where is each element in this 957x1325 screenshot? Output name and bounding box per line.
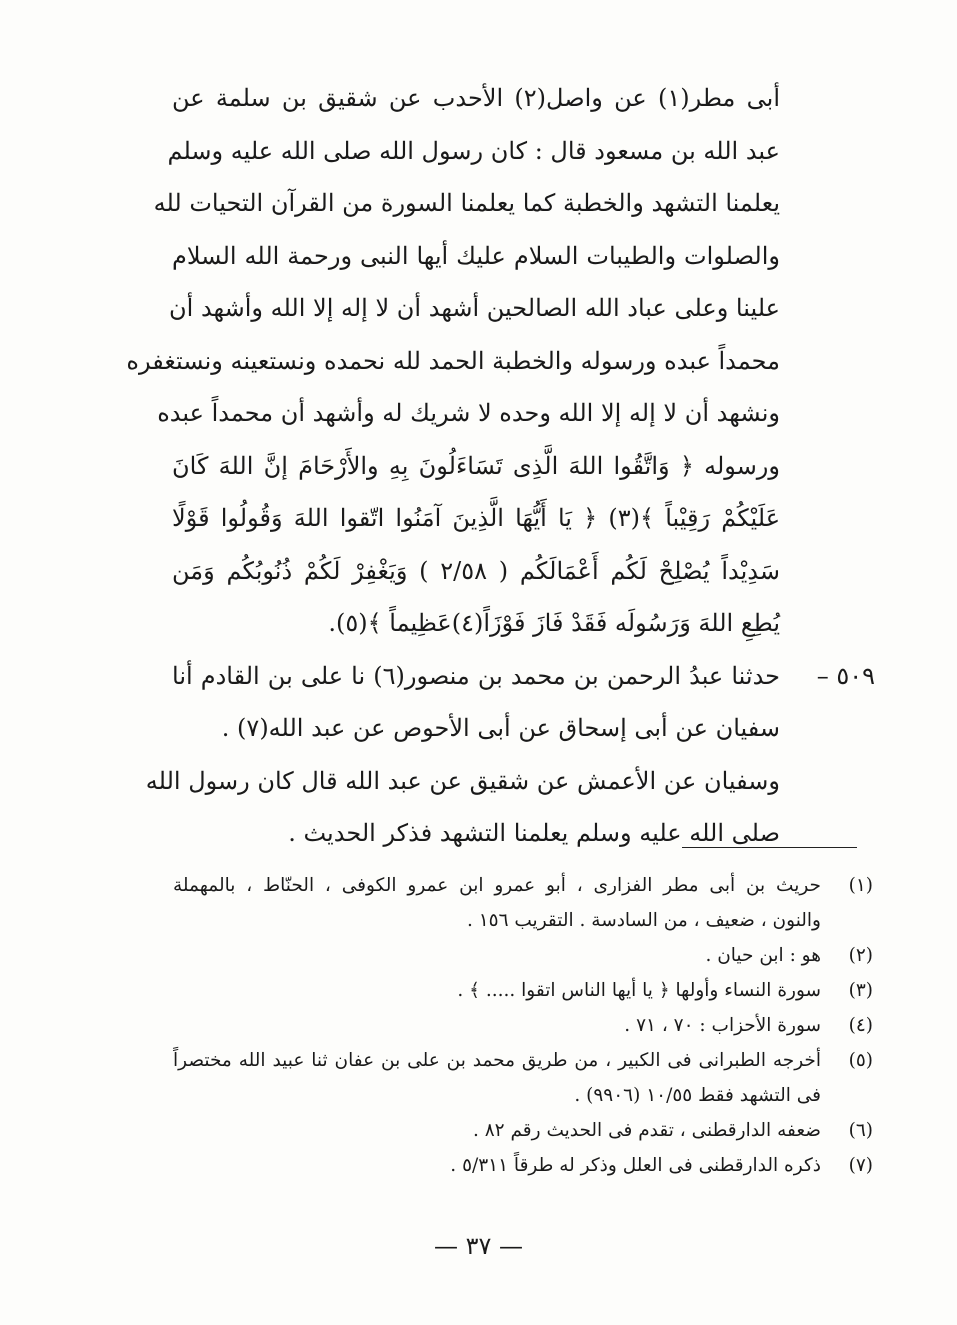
footnotes (173, 868, 873, 1183)
footnote-number: (٢) (848, 945, 873, 966)
footnote (173, 868, 873, 938)
hadith-number: ٥٠٩ – (816, 661, 875, 690)
main-line: ونشهد أن لا إله إلا الله وحده لا شريك له وأشهد أن محمداً عبده (157, 399, 780, 427)
footnote (173, 1043, 873, 1113)
footnote (173, 1113, 873, 1148)
hadith-line: وسفيان عن الأعمش عن شقيق عن عبد الله قال كان رسول الله (145, 766, 780, 795)
footnote-number: (٧) (848, 1155, 873, 1176)
main-line: محمداً عبده ورسوله والخطبة الحمد لله نحمده ونستعينه ونستغفره (126, 346, 780, 375)
main-line: والصلوات والطيبات السلام عليك أيها النبى ورحمة الله السلام (172, 241, 780, 270)
footnote-number: (٦) (848, 1120, 873, 1141)
footnote (173, 973, 873, 1008)
footnote-line: والنون ، ضعيف ، من السادسة . التقريب ١٥٦ . (466, 910, 821, 931)
footnote (173, 938, 873, 973)
footnote-line: ضعفه الدارقطنى ، تقدم فى الحديث رقم ٨٢ . (472, 1120, 821, 1141)
main-line: يُطِعِ اللهَ وَرَسُولَه فَقَدْ فَازَ فَوْزَاً(٤)عَظِيماً ﴾(٥). (328, 609, 780, 637)
footnote-line: أخرجه الطبرانى فى الكبير ، من طريق محمد بن على بن عفان ثنا عبيد الله مختصراً (173, 1050, 821, 1071)
hadith-first-line (172, 650, 875, 703)
page-number: — ٣٧ — (433, 1232, 524, 1260)
hadith-line: حدثنا عبدُ الرحمن بن محمد بن منصور(٦) نا على بن القادم أنا (172, 661, 781, 690)
main-line: ورسوله ﴿ وَاتَّقُوا اللهَ الَّذِى تَسَاءَلُونَ بِهِ والأَرْحَامَ إنَّ اللهَ كَانَ (172, 451, 780, 480)
main-line: عَلَيْكُمْ رَقِيْباً ﴾(٣) ﴿ يَا أَيُّهَا الَّذِينَ آمَنُوا اتّقوا اللهَ وَقُولُوا قَوْلًا (172, 504, 781, 532)
footnote-line: هو : ابن حيان . (705, 945, 821, 966)
footnote (173, 1008, 873, 1043)
footnote-line: ذكره الدارقطنى فى العلل وذكر له طرقاً ٥/٣١١ . (450, 1155, 821, 1176)
footnote-number: (١) (848, 875, 873, 896)
footnote-number: (٤) (848, 1015, 873, 1036)
main-line: عبد الله بن مسعود قال : كان رسول الله صلى الله عليه وسلم (167, 136, 780, 165)
footnote-separator (682, 847, 857, 848)
hadith-line: صلى الله عليه وسلم يعلمنا التشهد فذكر الحديث . (288, 819, 780, 847)
main-line: سَدِيْداً يُصْلِحْ لَكُم أَعْمَالَكُم ( ٢/٥٨ ) وَيَغْفِرْ لَكُمْ ذُنُوبُكُم وَمَن (172, 556, 780, 585)
footnote-line: حريث بن أبى مطر الفزارى ، أبو عمرو ابن عمرو الكوفى ، الحنّاط ، بالمهملة (173, 875, 821, 896)
footnote-line: سورة الأحزاب : ٧٠ ، ٧١ . (624, 1015, 821, 1036)
main-line: يعلمنا التشهد والخطبة كما يعلمنا السورة من القرآن التحيات لله (153, 189, 780, 217)
footnote-line: فى التشهد فقط ١٠/٥٥ (٩٩٠٦) . (574, 1085, 821, 1106)
footnote-number: (٥) (848, 1050, 873, 1071)
main-line: أبى مطر(١) عن واصل(٢) الأحدب عن شقيق بن سلمة عن (172, 84, 781, 112)
hadith-line: سفيان عن أبى إسحاق عن أبى الأحوص عن عبد الله(٧) . (221, 714, 780, 742)
footnote (173, 1148, 873, 1183)
footnote-number: (٣) (848, 980, 873, 1001)
footnote-line: سورة النساء وأولها ﴿ يا أيها الناس اتقوا ..... ﴾ . (457, 980, 821, 1001)
main-text (126, 72, 875, 860)
main-line: علينا وعلى عباد الله الصالحين أشهد أن لا إله إلا الله وأشهد أن (169, 294, 780, 322)
